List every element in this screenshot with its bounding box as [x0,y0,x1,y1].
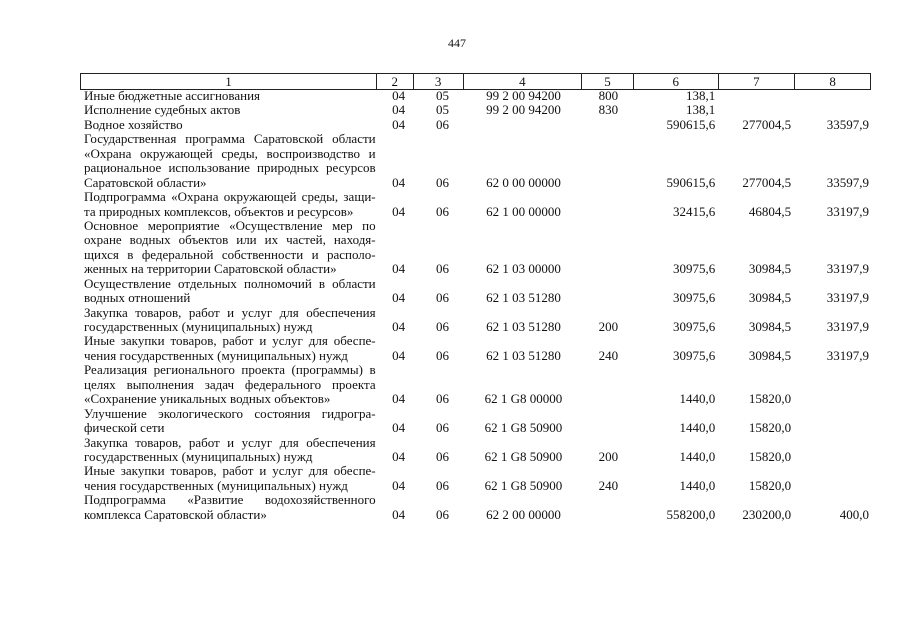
header-col-5: 5 [582,74,634,89]
table-row [80,306,869,335]
cell-col-4: 99 2 00 94200 [486,88,561,103]
description-line: «Сохранение уникальных водных объектов» [84,391,331,407]
description-line: та природных комплексов, объектов и ресурсов» [84,203,354,219]
cell-col-8: 33197,9 [826,347,869,363]
cell-col-2: 04 [392,347,406,363]
cell-col-7: 277004,5 [742,174,792,190]
cell-col-6: 558200,0 [666,506,716,522]
description-line: Иные бюджетные ассигнования [84,88,261,103]
row-description [80,277,376,306]
table-row [80,132,869,190]
cell-col-8: 33197,9 [826,203,869,219]
table-body [80,89,869,522]
table-row [80,493,869,522]
cell-col-4: 62 1 03 51280 [486,290,561,306]
cell-col-5 [583,262,633,276]
cell-col-4: 62 1 G8 50900 [484,477,563,493]
row-description [80,132,376,190]
table-row [80,407,869,436]
cell-col-6: 1440,0 [679,420,716,436]
cell-col-4: 62 2 00 00000 [486,506,561,522]
cell-col-2: 04 [392,88,406,103]
cell-col-3: 06 [436,203,450,219]
description-line: Улучшение экологического состояния гидрогра- [84,405,376,421]
row-description [80,436,376,465]
header-col-2: 2 [377,74,414,89]
description-line: «Охрана окружающей среды, воспроизводство и [84,145,376,161]
cell-col-3: 06 [436,261,450,277]
description-line: Исполнение судебных актов [84,102,241,118]
cell-col-5 [583,508,633,522]
cell-col-6: 30975,6 [672,347,716,363]
cell-col-3: 06 [436,290,450,306]
cell-col-3: 06 [436,477,450,493]
cell-col-2: 04 [392,477,406,493]
cell-col-2: 04 [392,506,406,522]
description-line: женных на территории Саратовской области» [84,261,337,277]
description-line: водных отношений [84,290,191,306]
cell-col-4 [464,118,584,132]
cell-col-8 [791,421,869,435]
cell-col-5: 240 [598,347,619,363]
cell-col-2: 04 [392,174,406,190]
cell-col-7: 46804,5 [748,203,792,219]
table-row [80,118,869,132]
cell-col-7: 277004,5 [742,116,792,132]
cell-col-2: 04 [392,116,406,132]
cell-col-5: 800 [598,88,619,103]
description-line: Иные закупки товаров, работ и услуг для обеспе- [84,333,376,349]
cell-col-6: 1440,0 [679,448,716,464]
cell-col-3: 06 [436,319,450,334]
cell-col-3: 06 [436,420,450,436]
cell-col-8: 33197,9 [826,290,869,306]
description-line: щихся в федеральной собственности и располо- [84,246,376,262]
cell-col-3: 06 [436,448,450,464]
cell-col-4: 62 1 G8 50900 [484,448,563,464]
table-row [80,334,869,363]
description-line: комплекса Саратовской области» [84,506,267,522]
cell-col-5 [583,205,633,219]
header-col-6: 6 [634,74,719,89]
cell-col-7: 15820,0 [748,391,792,407]
cell-col-2: 04 [392,261,406,277]
table-row [80,89,869,103]
cell-col-6: 30975,6 [672,290,716,306]
header-col-1: 1 [81,74,377,89]
row-description [80,306,376,335]
row-description [80,493,376,522]
header-col-7: 7 [719,74,796,89]
cell-col-8 [791,450,869,464]
row-description [80,118,376,132]
cell-col-5 [583,421,633,435]
cell-col-4: 62 1 03 51280 [486,319,561,334]
header-col-8: 8 [829,74,836,89]
description-line: Осуществление отдельных полномочий в области [84,275,376,291]
cell-col-6: 590615,6 [666,116,716,132]
cell-col-5 [583,392,633,406]
page-number: 447 [448,36,466,50]
cell-col-3: 06 [436,391,450,407]
cell-col-5: 200 [598,448,619,464]
cell-col-7: 30984,5 [748,290,792,306]
cell-col-7: 15820,0 [748,448,792,464]
cell-col-3: 06 [436,174,450,190]
cell-col-7: 30984,5 [748,319,792,334]
table-row [80,219,869,277]
cell-col-3: 06 [436,347,450,363]
cell-col-4: 62 1 03 00000 [486,261,561,277]
row-description [80,334,376,363]
cell-col-8: 33197,9 [826,319,869,334]
cell-col-6: 1440,0 [679,477,716,493]
cell-col-8 [791,103,869,117]
table-row [80,464,869,493]
cell-col-2: 04 [392,319,406,334]
cell-col-5 [583,176,633,190]
description-line: Саратовской области» [84,174,207,190]
cell-col-4: 62 1 G8 00000 [484,391,563,407]
cell-col-3: 06 [436,506,450,522]
cell-col-8 [791,479,869,493]
table-row [80,277,869,306]
cell-col-2: 04 [392,448,406,464]
row-description [80,190,376,219]
description-line: Государственная программа Саратовской области [84,131,376,147]
cell-col-7: 30984,5 [748,261,792,277]
cell-col-5: 830 [598,102,619,118]
row-description [80,219,376,277]
cell-col-5: 240 [598,477,619,493]
cell-col-4: 62 1 03 51280 [486,347,561,363]
cell-col-4: 62 0 00 00000 [486,174,561,190]
description-line: фической сети [84,420,165,436]
cell-col-2: 04 [392,391,406,407]
table-row [80,103,869,117]
cell-col-8 [791,392,869,406]
cell-col-6: 30975,6 [672,319,716,334]
row-description [80,103,376,117]
cell-col-4: 62 1 G8 50900 [484,420,563,436]
cell-col-6: 1440,0 [679,391,716,407]
cell-col-2: 04 [392,420,406,436]
cell-col-2: 04 [392,102,406,118]
description-line: Подпрограмма «Развитие водохозяйственного [84,492,376,508]
cell-col-6: 138,1 [685,88,716,103]
table-row [80,190,869,219]
table-row [80,436,869,465]
cell-col-7: 15820,0 [748,420,792,436]
description-line: рациональное использование природных ресурсов [84,160,376,176]
cell-col-2: 04 [392,290,406,306]
row-description [80,89,376,103]
cell-col-6: 138,1 [685,102,716,118]
cell-col-7: 230200,0 [742,506,792,522]
description-line: Основное мероприятие «Осуществление мер по [84,217,376,233]
description-line: целях выполнения задач федерального проекта [84,376,376,392]
description-line: Водное хозяйство [84,116,183,132]
cell-col-3: 05 [436,102,450,118]
description-line: Реализация регионального проекта (программы) в [84,362,376,378]
table-row [80,363,869,406]
row-description [80,363,376,406]
cell-col-8: 33597,9 [826,174,869,190]
cell-col-8: 33197,9 [826,261,869,277]
cell-col-4: 62 1 00 00000 [486,203,561,219]
description-line: чения государственных (муниципальных) нужд [84,477,348,493]
cell-col-7 [715,103,791,117]
description-line: чения государственных (муниципальных) нужд [84,347,348,363]
cell-col-6: 30975,6 [672,261,716,277]
description-line: Подпрограмма «Охрана окружающей среды, защи- [84,189,376,205]
cell-col-2: 04 [392,203,406,219]
cell-col-5: 200 [598,319,619,334]
description-line: Иные закупки товаров, работ и услуг для обеспе- [84,463,376,479]
cell-col-5 [583,291,633,305]
cell-col-3: 05 [436,88,450,103]
description-line: государственных (муниципальных) нужд [84,319,313,334]
cell-col-3: 06 [436,116,450,132]
cell-col-5 [583,118,633,132]
row-description [80,407,376,436]
description-line: охране водных объектов или их частей, находя- [84,232,376,248]
description-line: Закупка товаров, работ и услуг для обеспечения [84,304,376,320]
description-line: государственных (муниципальных) нужд [84,448,313,464]
cell-col-8: 400,0 [839,506,869,522]
cell-col-7 [715,89,791,103]
header-col-3: 3 [414,74,464,89]
row-description [80,464,376,493]
cell-col-8 [791,89,869,103]
cell-col-8: 33597,9 [826,116,869,132]
cell-col-7: 15820,0 [748,477,792,493]
cell-col-4: 99 2 00 94200 [486,102,561,118]
cell-col-6: 590615,6 [666,174,716,190]
description-line: Закупка товаров, работ и услуг для обеспечения [84,434,376,450]
header-col-4: 4 [464,74,583,89]
cell-col-6: 32415,6 [672,203,716,219]
cell-col-7: 30984,5 [748,347,792,363]
